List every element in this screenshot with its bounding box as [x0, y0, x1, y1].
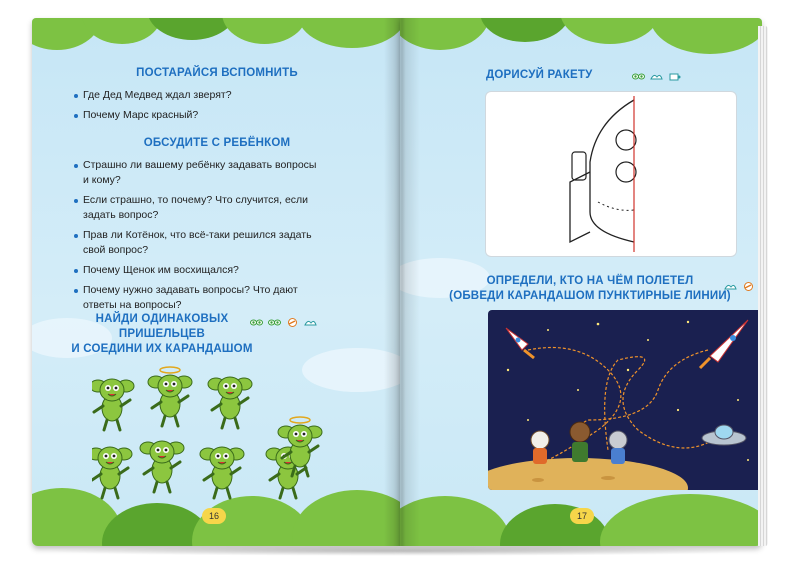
moon-surface: [488, 458, 688, 490]
remember-heading: ПОСТАРАЙСЯ ВСПОМНИТЬ: [136, 67, 298, 79]
space-maze[interactable]: [488, 310, 762, 490]
discuss-question: Прав ли Котёнок, что всё-таки решился задать свой вопрос?: [74, 228, 324, 258]
eyes-icon: [250, 318, 263, 327]
grass: [400, 496, 510, 546]
hands-icon: [650, 72, 663, 81]
foliage: [480, 18, 570, 42]
page-number: 17: [570, 508, 594, 524]
grass: [600, 494, 762, 546]
foliage: [650, 18, 762, 54]
maze-heading-line1: ОПРЕДЕЛИ, КТО НА ЧЁМ ПОЛЕТЕЛ: [486, 275, 694, 287]
discuss-question: Почему нужно задавать вопросы? Что дают ответы на вопросы?: [74, 283, 324, 313]
aliens-heading-line1: НАЙДИ ОДИНАКОВЫХ ПРИШЕЛЬЦЕВ: [95, 313, 229, 340]
discuss-question: Страшно ли вашему ребёнку задавать вопросы и кому?: [74, 158, 324, 188]
alien: [200, 447, 244, 498]
remember-question: Почему Марс красный?: [74, 108, 364, 123]
right-page: [400, 18, 762, 546]
rocket-drawing-area[interactable]: [486, 92, 736, 256]
book-shadow: [40, 546, 764, 556]
page-edges: [758, 26, 768, 546]
alien: [148, 375, 192, 426]
characters: [531, 422, 627, 464]
alien: [92, 379, 134, 430]
ufo: [702, 425, 746, 445]
remember-question: Где Дед Медвед ждал зверят?: [74, 88, 364, 103]
rocket-skill-icons: [632, 72, 681, 81]
alien: [140, 441, 184, 492]
rocket-left: [506, 328, 534, 358]
maze-heading: [440, 274, 740, 304]
aliens-heading-line2: И СОЕДИНИ ИХ КАРАНДАШОМ: [71, 343, 253, 355]
discuss-question: Если страшно, то почему? Что случится, если задать вопрос?: [74, 193, 324, 223]
foliage: [82, 18, 162, 44]
eyes-icon: [632, 72, 645, 81]
pencil-icon: [742, 282, 755, 291]
foliage: [400, 18, 490, 50]
open-book: [32, 18, 770, 558]
page-number: 16: [202, 508, 226, 524]
discuss-list: [74, 158, 324, 318]
left-page: [32, 18, 400, 546]
puzzle-icon: [668, 72, 681, 81]
hands-icon: [304, 318, 317, 327]
maze-skill-icons: [724, 282, 755, 291]
foliage: [560, 18, 660, 44]
space-maze-illustration: [488, 310, 762, 490]
rocket-right: [700, 320, 748, 368]
maze-heading-line2: (ОБВЕДИ КАРАНДАШОМ ПУНКТИРНЫЕ ЛИНИИ): [449, 290, 731, 302]
aliens-skill-icons: [250, 318, 317, 327]
grass: [500, 504, 610, 546]
discuss-question: Почему Щенок им восхищался?: [74, 263, 324, 278]
half-rocket-drawing: [486, 92, 736, 256]
alien: [92, 447, 132, 498]
foliage: [297, 18, 400, 48]
aliens-illustration: [92, 350, 362, 500]
alien: [208, 377, 252, 428]
pencil-icon: [286, 318, 299, 327]
hands-icon: [724, 282, 737, 291]
foliage: [222, 18, 307, 44]
eyes-icon: [268, 318, 281, 327]
discuss-heading: ОБСУДИТЕ С РЕБЁНКОМ: [143, 137, 291, 149]
remember-list: [74, 88, 364, 128]
rocket-heading: ДОРИСУЙ РАКЕТУ: [486, 69, 593, 81]
